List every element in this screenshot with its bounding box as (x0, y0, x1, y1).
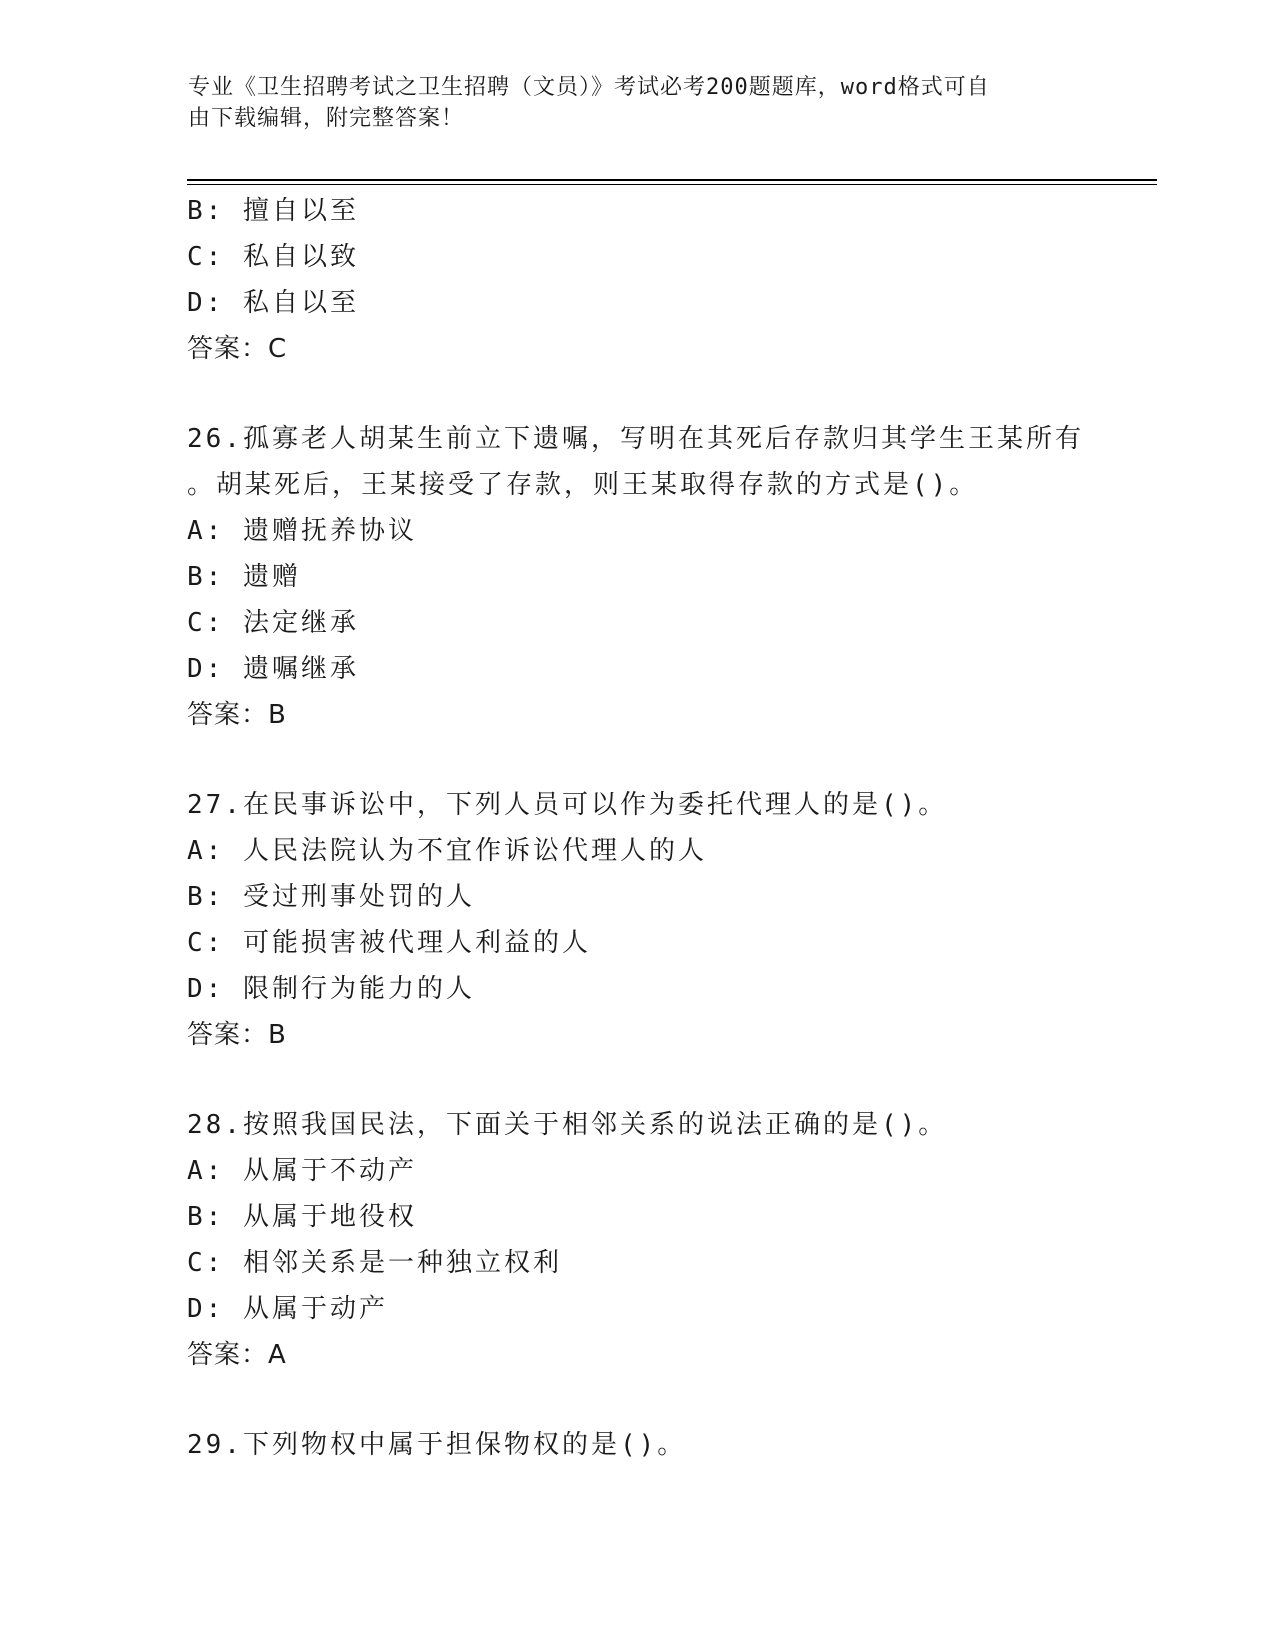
answer-line: 答案：A (187, 1340, 287, 1370)
answer-line: 答案：C (187, 334, 288, 364)
question-block-28 (187, 1102, 1087, 1378)
option-a: A: 遗赠抚养协议 (187, 516, 417, 546)
option-a: A: 人民法院认为不宜作诉讼代理人的人 (187, 836, 707, 866)
option-d: D: 遗嘱继承 (187, 654, 359, 684)
header-rule-thick (187, 179, 1157, 181)
question-block-25 (187, 188, 1087, 372)
option-d: D: 私自以至 (187, 288, 359, 318)
answer-line: 答案：B (187, 1020, 287, 1050)
question-block-27 (187, 782, 1087, 1058)
option-c: C: 相邻关系是一种独立权利 (187, 1248, 562, 1278)
question-stem: 28.按照我国民法，下面关于相邻关系的说法正确的是()。 (187, 1110, 948, 1140)
option-b: B: 擅自以至 (187, 196, 359, 226)
answer-line: 答案：B (187, 700, 287, 730)
question-stem: 29.下列物权中属于担保物权的是()。 (187, 1430, 687, 1460)
option-c: C: 法定继承 (187, 608, 359, 638)
option-d: D: 从属于动产 (187, 1294, 388, 1324)
header-line-2: 由下载编辑，附完整答案！ (188, 106, 465, 131)
document-header (188, 72, 1088, 134)
question-stem-continued: 。胡某死后，王某接受了存款，则王某取得存款的方式是()。 (187, 470, 979, 500)
option-c: C: 私自以致 (187, 242, 359, 272)
option-d: D: 限制行为能力的人 (187, 974, 475, 1004)
option-b: B: 遗赠 (187, 562, 301, 592)
header-line-1: 专业《卫生招聘考试之卫生招聘（文员）》考试必考200题题库，word格式可自 (188, 75, 990, 100)
question-list (187, 188, 1087, 1468)
option-c: C: 可能损害被代理人利益的人 (187, 928, 591, 958)
question-stem: 26.孤寡老人胡某生前立下遗嘱，写明在其死后存款归其学生王某所有 (187, 424, 1084, 454)
option-a: A: 从属于不动产 (187, 1156, 417, 1186)
question-block-29 (187, 1422, 1087, 1468)
question-block-26 (187, 416, 1087, 738)
option-b: B: 从属于地役权 (187, 1202, 417, 1232)
question-stem: 27.在民事诉讼中，下列人员可以作为委托代理人的是()。 (187, 790, 948, 820)
option-b: B: 受过刑事处罚的人 (187, 882, 475, 912)
header-rule-thin (187, 184, 1157, 185)
